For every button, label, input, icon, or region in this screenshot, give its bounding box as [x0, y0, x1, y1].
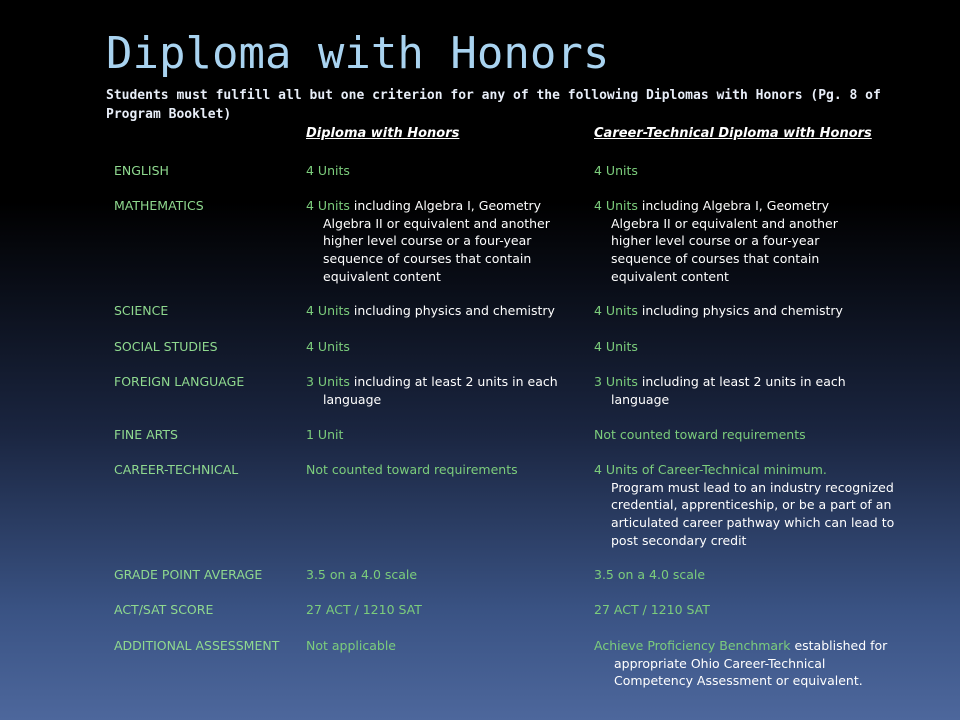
requirement-detail: language: [323, 391, 382, 407]
requirement-line: [306, 426, 568, 444]
row-label: CAREER-TECHNICAL: [114, 462, 239, 477]
page-subtitle: Students must fulfill all but one criterion for any of the following Diplomas with Honors (Pg. 8 of Program Booklet): [106, 88, 881, 122]
requirement-detail: Algebra II or equivalent and another: [323, 215, 550, 231]
requirement-line: [306, 601, 568, 619]
requirement-line: [594, 637, 914, 655]
requirement-line: [594, 197, 914, 215]
column-header-diploma-with-honors: Diploma with Honors: [306, 126, 460, 141]
requirement-line: [594, 461, 914, 479]
row-label: FINE ARTS: [114, 427, 178, 442]
requirement-detail: including Algebra I, Geometry: [349, 198, 542, 213]
requirement-amount: 4 Units: [594, 163, 638, 178]
row-label: ENGLISH: [114, 163, 169, 178]
diploma-requirement: [306, 637, 568, 655]
requirement-amount: 4 Units of Career-Technical minimum.: [594, 462, 827, 477]
requirement-line: [306, 232, 568, 250]
requirement-amount: 1 Unit: [306, 427, 344, 442]
requirement-line: [306, 197, 568, 215]
requirement-line: [594, 302, 914, 320]
career-technical-requirement: [594, 197, 914, 286]
diploma-requirement: [306, 566, 568, 584]
requirement-amount: 3.5 on a 4.0 scale: [306, 567, 418, 582]
career-technical-requirement: [594, 461, 914, 550]
requirement-amount: Not applicable: [306, 638, 396, 653]
career-technical-requirement: [594, 637, 914, 690]
requirement-line: [594, 672, 914, 690]
row-label: ACT/SAT SCORE: [114, 602, 214, 617]
requirement-detail: credential, apprenticeship, or be a part of an: [611, 497, 892, 513]
requirement-amount: 4 Units: [306, 198, 350, 213]
requirement-detail: including at least 2 units in each: [637, 374, 846, 389]
column-header-career-technical-diploma: Career-Technical Diploma with Honors: [594, 126, 872, 141]
requirement-amount: 4 Units: [594, 339, 638, 354]
page-title: Diploma with Honors: [106, 28, 610, 79]
diploma-requirement: [306, 373, 568, 408]
requirement-line: [594, 268, 914, 286]
requirement-line: [306, 637, 568, 655]
requirement-line: [594, 566, 914, 584]
diploma-requirement: [306, 426, 568, 444]
requirement-detail: language: [611, 391, 670, 407]
diploma-requirement: [306, 338, 568, 356]
career-technical-requirement: [594, 566, 914, 584]
requirement-detail: sequence of courses that contain: [611, 251, 820, 267]
requirement-line: [594, 514, 914, 532]
row-label: GRADE POINT AVERAGE: [114, 567, 263, 582]
career-technical-requirement: [594, 162, 914, 180]
requirement-amount: 4 Units: [594, 303, 638, 318]
requirement-amount: 4 Units: [306, 163, 350, 178]
requirement-line: [594, 496, 914, 514]
requirement-detail: established for: [790, 638, 888, 653]
requirement-amount: 3 Units: [306, 374, 350, 389]
diploma-requirement: [306, 461, 568, 479]
diploma-requirement: [306, 197, 568, 286]
requirement-line: [306, 162, 568, 180]
row-label: SCIENCE: [114, 303, 169, 318]
requirement-line: [594, 655, 914, 673]
requirement-detail: Competency Assessment or equivalent.: [614, 673, 863, 689]
requirement-detail: Program must lead to an industry recognized: [611, 479, 894, 495]
requirement-amount: 4 Units: [306, 303, 350, 318]
requirement-line: [306, 268, 568, 286]
requirement-line: [306, 338, 568, 356]
career-technical-requirement: [594, 373, 914, 408]
requirement-amount: Not counted toward requirements: [594, 427, 806, 442]
requirement-line: [594, 479, 914, 497]
requirement-line: [306, 373, 568, 391]
career-technical-requirement: [594, 426, 914, 444]
requirement-amount: 27 ACT / 1210 SAT: [594, 602, 710, 617]
requirement-line: [594, 162, 914, 180]
row-label: FOREIGN LANGUAGE: [114, 374, 245, 389]
requirement-detail: higher level course or a four-year: [323, 233, 532, 249]
requirement-line: [306, 566, 568, 584]
requirement-amount: Achieve Proficiency Benchmark: [594, 638, 791, 653]
diploma-requirement: [306, 162, 568, 180]
requirement-detail: Algebra II or equivalent and another: [611, 215, 838, 231]
row-label: ADDITIONAL ASSESSMENT: [114, 638, 280, 653]
requirement-line: [306, 215, 568, 233]
requirement-line: [594, 215, 914, 233]
row-label: MATHEMATICS: [114, 198, 204, 213]
requirement-line: [306, 461, 568, 479]
requirement-line: [594, 426, 914, 444]
requirement-detail: higher level course or a four-year: [611, 233, 820, 249]
requirement-detail: equivalent content: [323, 268, 441, 284]
requirement-amount: 3.5 on a 4.0 scale: [594, 567, 706, 582]
requirement-line: [594, 232, 914, 250]
row-label: SOCIAL STUDIES: [114, 339, 218, 354]
diploma-requirement: [306, 601, 568, 619]
requirement-amount: Not counted toward requirements: [306, 462, 518, 477]
requirement-detail: including at least 2 units in each: [349, 374, 558, 389]
requirement-detail: sequence of courses that contain: [323, 251, 532, 267]
requirement-line: [594, 391, 914, 409]
requirement-line: [306, 250, 568, 268]
requirement-amount: 4 Units: [594, 198, 638, 213]
requirement-line: [594, 373, 914, 391]
requirement-detail: including physics and chemistry: [349, 303, 555, 318]
requirement-line: [594, 601, 914, 619]
diploma-requirement: [306, 302, 568, 320]
requirement-detail: including Algebra I, Geometry: [637, 198, 830, 213]
requirement-line: [594, 250, 914, 268]
requirement-amount: 4 Units: [306, 339, 350, 354]
career-technical-requirement: [594, 601, 914, 619]
requirement-line: [306, 391, 568, 409]
requirement-amount: 3 Units: [594, 374, 638, 389]
requirement-detail: post secondary credit: [611, 532, 747, 548]
requirement-detail: appropriate Ohio Career-Technical: [614, 655, 826, 671]
requirement-line: [594, 338, 914, 356]
requirement-line: [594, 532, 914, 550]
requirement-line: [306, 302, 568, 320]
requirement-amount: 27 ACT / 1210 SAT: [306, 602, 422, 617]
career-technical-requirement: [594, 302, 914, 320]
career-technical-requirement: [594, 338, 914, 356]
requirement-detail: equivalent content: [611, 268, 729, 284]
requirement-detail: including physics and chemistry: [637, 303, 843, 318]
requirement-detail: articulated career pathway which can lead to: [611, 515, 895, 531]
